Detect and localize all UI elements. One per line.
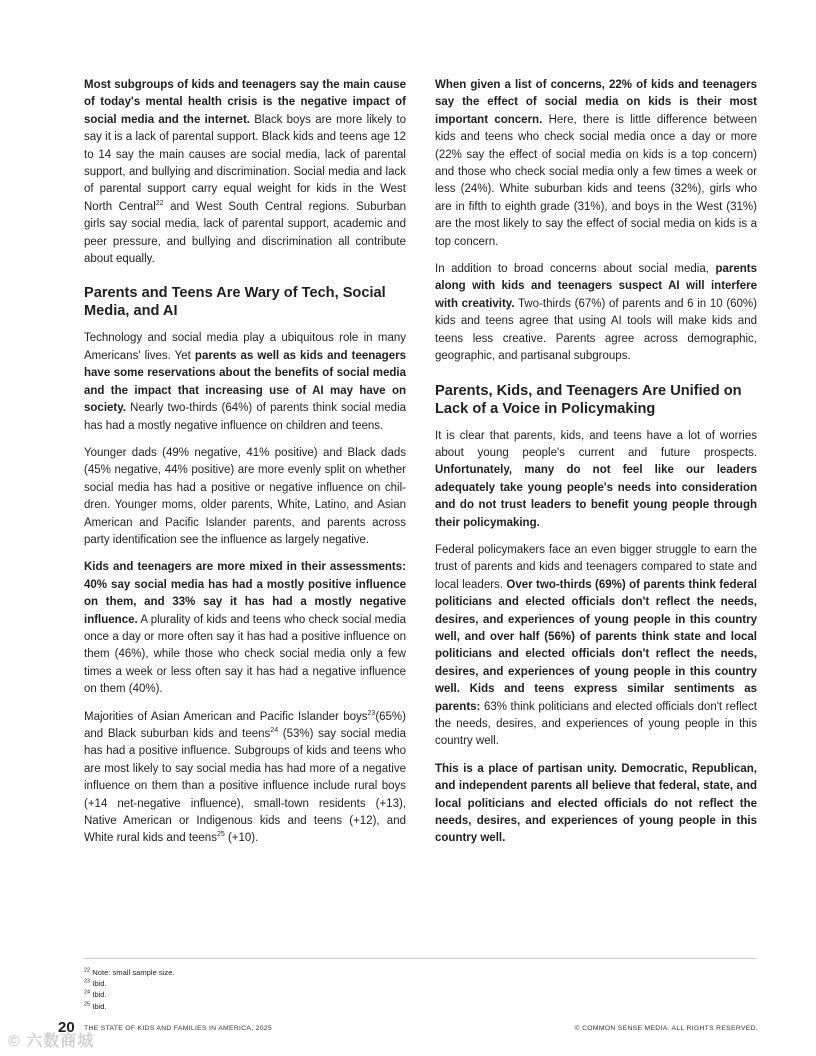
publication-title: THE STATE OF KIDS AND FAMILIES IN AMERICA, 2025 bbox=[84, 1025, 272, 1032]
heading-wary-of-tech: Parents and Teens Are Wary of Tech, Social Media, and AI bbox=[84, 285, 386, 320]
paragraph-kids-mixed: Kids and teenagers are more mixed in their assessments: 40% say social media has had a mostly positive influence on them, and 33% say it has had a mostly negative influence. A plurality of kids and teens who check social media once a day or more often say it has had a positive influence on them (46%), while those who check social media only a few times a week or less often say it has had a negative influence on them (40%). bbox=[84, 561, 406, 696]
footnotes bbox=[84, 958, 756, 1012]
footnote-22: $^{22}$ Note: small sample size. bbox=[84, 967, 175, 977]
paragraph-federal-policymakers: Federal policymakers face an even bigger struggle to earn the trust of parents and kids and teenagers compared to state and local leaders. Over two-thirds (69%) of parents think federal politicians and elected officials don't reflect the needs, desires, and experiences of young people in this country well, and over half (56%) of parents think state and local politicians and elected officials don't reflect the needs, desires, and experiences of young people in this country well. Kids and teens express similar sentiments as parents: 63% think politicians and elected officials don't reflect the needs, desires, and experiences of young people in this country well. bbox=[435, 543, 757, 748]
paragraph-tech-role: Technology and social media play a ubiquitous role in many Americans' lives. Yet parents as well as kids and teenagers have some reservations about the benefits of social media and the impact that increasing use of AI may have on society. Nearly two-thirds (64%) of parents think social media has had a mostly negative influence on children and teens. bbox=[84, 332, 406, 432]
page-footer bbox=[58, 1019, 758, 1035]
footnote-25: $^{25}$ Ibid. bbox=[84, 1001, 107, 1011]
footnote-ref-24[interactable]: 24 bbox=[270, 727, 279, 735]
footnote-ref-25[interactable]: 25 bbox=[216, 831, 225, 839]
footnote-ref-22[interactable]: 22 bbox=[155, 200, 164, 208]
paragraph-worries: It is clear that parents, kids, and teens have a lot of worries about young people's current and future prospects. Unfortunately, many do not feel like our leaders adequately take young people's needs into consideration and do not trust leaders to benefit young people through their policymaking. bbox=[435, 429, 757, 529]
right-column bbox=[435, 77, 757, 858]
paragraph-ai-creativity: In addition to broad concerns about social media, parents along with kids and teenagers suspect AI will interfere with creativity. Two-thirds (67%) of parents and 6 in 10 (60%) kids and teens agree that using AI tools will make kids and teens less creative. Parents agree across demographic, geographic, and partisanal subgroups. bbox=[435, 263, 757, 363]
footnote-23: $^{23}$ Ibid. bbox=[84, 978, 107, 989]
paragraph-younger-dads: Younger dads (49% negative, 41% positive) and Black dads (45% negative, 44% positive) are more evenly split on whether social media has had a positive or negative influence on children. Younger moms, older parents, White, Latino, and Asian American and Pacific Islander parents, and parents across party identification see the influence as largely negative. bbox=[84, 446, 406, 546]
paragraph-list-of-concerns: When given a list of concerns, 22% of kids and teenagers say the effect of social media on kids is their most important concern. Here, there is little difference between kids and teens who check social media once a day or more (22% say the effect of social media on kids is a top concern) and those who check social media only a few times a week or less (24%). White suburban kids and teens (32%), girls who are in fifth to eighth grade (31%), and boys in the West (31%) are the most likely to say the effect of social media on kids is a top concern. bbox=[435, 79, 757, 248]
paragraph-majorities: Majorities of Asian American and Pacific Islander boys$^{23}$(65%) and Black suburban kids and teens$^{24}$ (53%) say social media has had a positive influence. Subgroups of kids and teens who are most likely to say social media has had more of a negative influence on them than a positive influence include rural boys (+14 net-negative influence), small-town residents (+13), Native American or Indigenous kids and teens (+12), and White rural kids and teens$^{25}$ (+10). bbox=[84, 709, 406, 845]
footnote-ref-23[interactable]: 23 bbox=[367, 709, 376, 717]
footnote-24: $^{24}$ Ibid. bbox=[84, 989, 107, 1000]
paragraph-mental-health-causes: Most subgroups of kids and teenagers say the main cause of today's mental health crisis is the negative impact of social media and the internet. Black boys are more likely to say it is a lack of parental support. Black kids and teens age 12 to 14 say the main causes are social media, lack of parental support, and bullying and discrimination. Social media and lack of parental support carry equal weight for kids in the West North Central$^{22}$ and West South Central regions. Suburban girls say social media, lack of parental support, academic and peer pressure, and bullying and discrimination all contribute about equally. bbox=[84, 79, 407, 266]
page-number: 20 bbox=[58, 1019, 75, 1036]
left-column bbox=[84, 77, 406, 858]
heading-voice-in-policymaking: Parents, Kids, and Teenagers Are Unified on Lack of a Voice in Policymaking bbox=[435, 382, 742, 417]
watermark: © 六数商城 bbox=[8, 1033, 95, 1050]
paragraph-partisan-unity: This is a place of partisan unity. Democratic, Republican, and independent parents all believe that federal, state, and local politicians and elected officials do not reflect the needs, desires, and experiences of young people in this country well. bbox=[435, 762, 757, 845]
copyright-notice: © COMMON SENSE MEDIA. ALL RIGHTS RESERVED. bbox=[574, 1025, 758, 1032]
